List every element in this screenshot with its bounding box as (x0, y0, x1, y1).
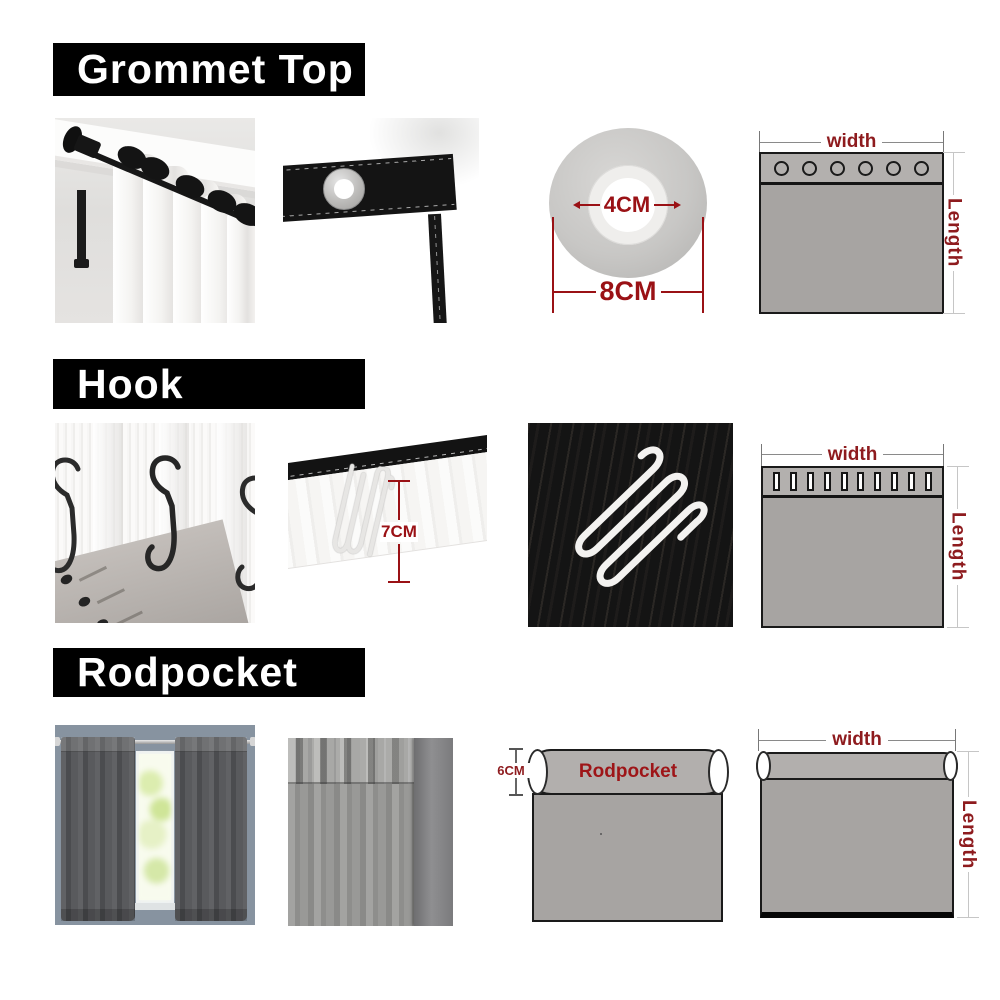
hook-slot-icon (925, 472, 932, 491)
rod-end-knob (55, 737, 60, 746)
s-hook-icon (55, 455, 87, 577)
outer-diameter-dimension (552, 278, 704, 305)
rodpocket-panel-body (532, 793, 723, 922)
length-dimension (946, 466, 969, 628)
arrow-right-icon (674, 201, 681, 209)
arrow-left-icon (573, 201, 580, 209)
width-dimension (759, 131, 944, 153)
pocket-label: Rodpocket (578, 761, 678, 782)
section-banner-rodpocket (53, 648, 365, 697)
photo-grommet-corner-closeup (283, 118, 479, 323)
grommet-hole-icon (830, 161, 845, 176)
window (136, 751, 174, 903)
curtain-panel (175, 737, 247, 921)
window-greenery (139, 754, 171, 900)
width-label: width (832, 729, 882, 750)
width-dimension (758, 727, 956, 753)
curtain-panel (61, 737, 135, 921)
grommet-hole-icon (914, 161, 929, 176)
length-label: Length (943, 198, 965, 268)
label-text-smudge (115, 611, 143, 623)
hook-slot-icon (807, 472, 814, 491)
width-label: width (827, 443, 878, 465)
rod-pocket-tube (528, 749, 728, 795)
tube-end-icon (756, 751, 771, 781)
grommet-header-strip (761, 154, 942, 185)
s-hook-icon (231, 473, 255, 595)
side-hem-strip (428, 214, 447, 323)
hook-slot-icon (824, 472, 831, 491)
rod-bracket (77, 190, 86, 268)
hook-slot-icon (908, 472, 915, 491)
snap-dot-icon (77, 595, 92, 608)
hook-slot-icon (790, 472, 797, 491)
hook-panel-diagram (761, 466, 944, 628)
snap-dot-icon (95, 617, 110, 623)
hook-slot-icon (857, 472, 864, 491)
side-fold (414, 738, 453, 926)
photo-grommet-curtains-room (55, 118, 255, 323)
section-title: Hook (77, 360, 184, 407)
pocket-height-value: 6CM (492, 763, 530, 778)
width-label: width (826, 131, 877, 152)
grommet-hole-icon (886, 161, 901, 176)
grommet-panel-diagram (759, 152, 944, 314)
grommet-hole-icon (802, 161, 817, 176)
inner-diameter-dimension (573, 192, 681, 217)
rod-pocket-tube (756, 752, 958, 780)
photo-pleat-tape-closeup (288, 425, 487, 630)
section-banner-grommet-top (53, 43, 365, 96)
photo-hook-curtain (55, 423, 255, 623)
rod-end-knob (250, 737, 255, 746)
length-dimension (942, 152, 965, 314)
hook-slot-icon (841, 472, 848, 491)
inner-diameter-value: 4CM (603, 192, 651, 217)
photo-pleat-hook-on-table (528, 423, 733, 627)
section-title: Rodpocket (77, 649, 298, 695)
tube-end-icon (943, 751, 958, 781)
black-header-band (283, 154, 457, 222)
label-text-smudge (97, 588, 125, 604)
photo-rodpocket-curtains-window (55, 725, 255, 925)
s-hook-icon (141, 453, 187, 575)
grommet-hole-icon (774, 161, 789, 176)
speck (600, 833, 602, 835)
hook-slot-icon (891, 472, 898, 491)
length-label: Length (958, 799, 979, 870)
grommet-eyelet-icon (323, 168, 365, 210)
hook-slot-icon (773, 472, 780, 491)
rodpocket-panel-diagram (760, 778, 954, 918)
photo-rodpocket-curtain-closeup (288, 738, 453, 926)
hook-height-dimension (381, 480, 417, 583)
outer-diameter-value: 8CM (599, 276, 657, 306)
length-dimension (956, 751, 980, 918)
length-label: Length (947, 512, 969, 582)
window-sill (131, 903, 179, 910)
section-title: Grommet Top (77, 46, 354, 92)
section-banner-hook (53, 359, 365, 409)
grommet-hole-icon (858, 161, 873, 176)
hook-header-strip (763, 468, 942, 498)
hook-height-value: 7CM (381, 521, 417, 541)
hook-slot-icon (874, 472, 881, 491)
width-dimension (761, 442, 944, 467)
